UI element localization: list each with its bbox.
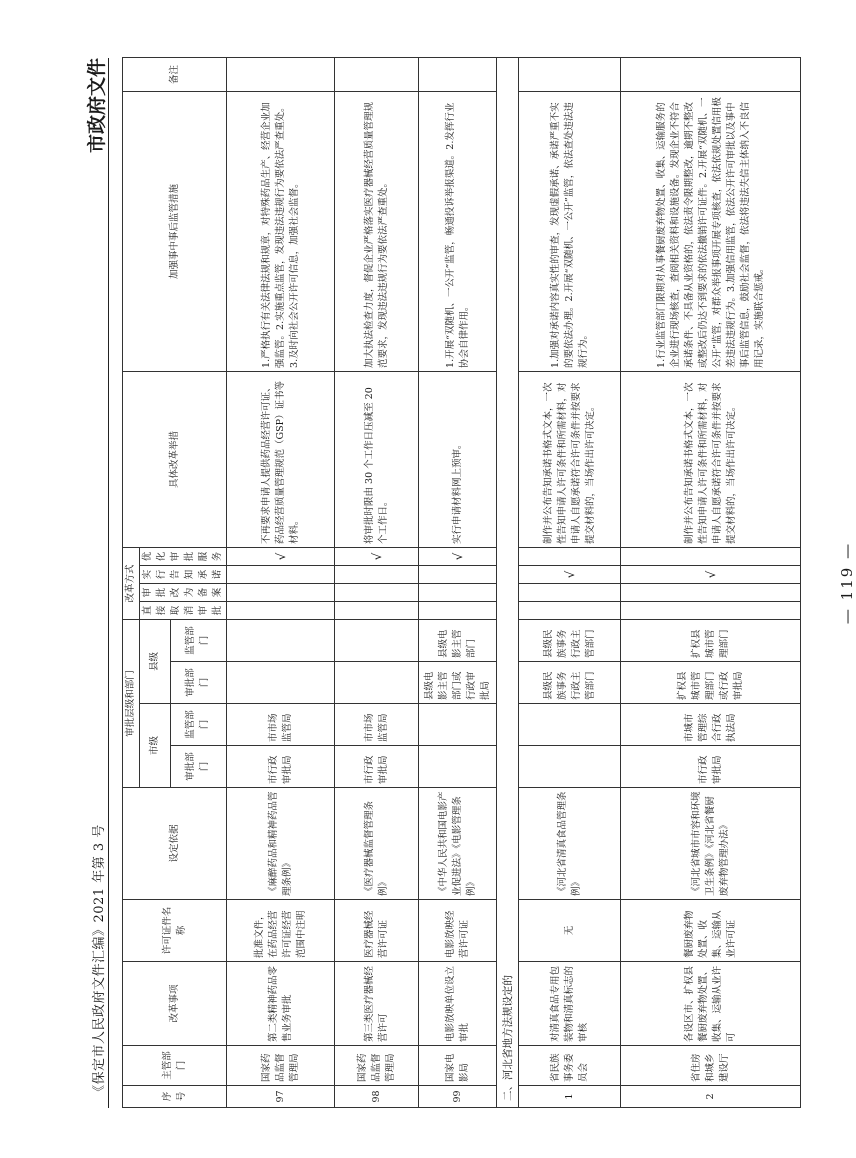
cell-remark [419, 57, 497, 91]
cell-dept: 国家电影局 [419, 1046, 497, 1086]
cell-county-supervise: 县级电影主管部门 [419, 619, 497, 661]
col-county-supervise: 监管部门 [170, 619, 226, 661]
cell-county-supervise: 扩权县城市管理部门 [621, 619, 801, 661]
cell-city-approve: 市行政审批局 [227, 746, 335, 788]
cell-post: 1.行业监管部门限期对从事餐厨废弃物处置、收集、运输服务的企业进行现场核查，查阅相关资料和设施设备。发现企业不符合承诺条件、不具备从业资格的，依法责令限期整改，逾期不整改或整改后仍达不到要求的依法撤销许可证件。2.开展“双随机、一公开”监管，对群众举报事项开展专项核查，依法依规处置信用极差违法违规行为。3.加强信用监管，依法公开许可审批以及事中事后监管信息，鼓励社会监督，依法将违法失信主体纳入不良信用记录，实施联合惩戒。 [621, 91, 801, 371]
publication-header: 《保定市人民政府文件汇编》2021 年第 3 号 [92, 824, 107, 1098]
cell-item: 各设区市、扩权县餐厨废弃物处置、收集、运输从业许可 [621, 962, 801, 1046]
cell-city-approve [519, 746, 621, 788]
cell-mode-promise [335, 565, 419, 583]
col-mode: 改革方式 [123, 547, 140, 619]
cell-seq: 97 [227, 1086, 335, 1108]
rotated-content [86, 58, 856, 1108]
table-row [419, 57, 497, 1107]
page-number: — 119 — [838, 541, 856, 625]
col-city: 市级 [140, 704, 171, 788]
col-post: 加强事中事后监管措施 [123, 91, 227, 371]
cell-item: 电影放映单位设立审批 [419, 962, 497, 1046]
cell-city-supervise: 市市场监管局 [227, 704, 335, 746]
document-title: 市政府文件 [86, 58, 108, 154]
col-dept: 主管部门 [123, 1046, 227, 1086]
cell-city-approve: 市行政审批局 [621, 746, 801, 788]
cell-permit: 批准文件，在药品经营许可证经营范围中注明 [227, 900, 335, 962]
cell-post: 加大执法检查力度，督促企业严格落实医疗器械经营质量管理规范要求，发现违法违规行为要依法严查重处。 [335, 91, 419, 371]
cell-county-approve: 扩权县城市管理部门或行政审批局 [621, 662, 801, 704]
cell-city-approve: 市行政审批局 [335, 746, 419, 788]
col-seq: 序号 [123, 1086, 227, 1108]
reform-table [122, 57, 801, 1108]
cell-item: 第三类医疗器械经营许可 [335, 962, 419, 1046]
col-mode-optimize: 优化审批服务 [140, 547, 227, 565]
cell-basis: 《河北省城市市容和环境卫生条例》《河北省餐厨废弃物管理办法》 [621, 788, 801, 900]
cell-remark [335, 57, 419, 91]
cell-mode-optimize-tick: √ [419, 547, 497, 565]
cell-mode-promise [419, 565, 497, 583]
col-item: 改革事项 [123, 962, 227, 1046]
cell-county-approve: 县级电影主管部门或行政审批局 [419, 662, 497, 704]
cell-seq: 1 [519, 1086, 621, 1108]
cell-mode-filing [519, 583, 621, 601]
table-row [621, 57, 801, 1107]
cell-seq: 98 [335, 1086, 419, 1108]
cell-measures: 制作并公布告知承诺书格式文本，一次性告知申请人许可条件和所需材料，对申请人自愿承诺符合许可条件并按要求提交材料的，当场作出许可决定。 [519, 371, 621, 547]
cell-mode-promise-tick: √ [519, 565, 621, 583]
section-title: 二、河北省地方法规设定的 [497, 57, 519, 1107]
col-mode-filing: 审批改为备案 [140, 583, 227, 601]
cell-mode-cancel [227, 601, 335, 619]
cell-permit: 电影放映经营许可证 [419, 900, 497, 962]
cell-city-supervise: 市城市管理综合行政执法局 [621, 704, 801, 746]
cell-post: 1.开展“双随机、一公开”监管，畅通投诉举报渠道。2.发挥行业协会自律作用。 [419, 91, 497, 371]
section-row [497, 57, 519, 1107]
cell-county-approve [227, 662, 335, 704]
cell-mode-optimize [621, 547, 801, 565]
cell-mode-cancel [419, 601, 497, 619]
col-county-approve: 审批部门 [170, 662, 226, 704]
cell-county-approve: 县级民族事务行政主管部门 [519, 662, 621, 704]
cell-dept: 省住房和城乡建设厅 [621, 1046, 801, 1086]
table-row [335, 57, 419, 1107]
cell-remark [621, 57, 801, 91]
cell-dept: 省民族事务委员会 [519, 1046, 621, 1086]
cell-city-supervise [519, 704, 621, 746]
col-city-supervise: 监管部门 [170, 704, 226, 746]
cell-mode-cancel [335, 601, 419, 619]
cell-mode-filing [419, 583, 497, 601]
cell-city-supervise: 市市场监管局 [335, 704, 419, 746]
cell-mode-optimize [519, 547, 621, 565]
cell-permit: 医疗器械经营许可证 [335, 900, 419, 962]
cell-city-approve [419, 746, 497, 788]
cell-seq: 2 [621, 1086, 801, 1108]
col-levels: 审批层级和部门 [123, 619, 140, 787]
col-mode-promise: 实行告知承诺 [140, 565, 227, 583]
cell-county-approve [335, 662, 419, 704]
table-row [519, 57, 621, 1107]
cell-post: 1.严格执行有关法律法规和规章，对特殊药品生产、经营企业加强监管。2.实施重点监管，发现违法违规行为要依法严查重处。3.及时向社会公开许可信息，加强社会监督。 [227, 91, 335, 371]
cell-seq: 99 [419, 1086, 497, 1108]
cell-mode-filing [335, 583, 419, 601]
cell-item: 第二类精神药品零售业务审批 [227, 962, 335, 1046]
cell-post: 1.加强对承诺内容真实性的审查，发现虚假承诺、承诺严重不实的要依法办理。2.开展“双随机、一公开”监管，依法查处违法违规行为。 [519, 91, 621, 371]
col-basis: 设定依据 [123, 788, 227, 900]
cell-measures: 制作并公布告知承诺书格式文本，一次性告知申请人许可条件和所需材料，对申请人自愿承诺符合许可条件并按要求提交材料的，当场作出许可决定。 [621, 371, 801, 547]
cell-measures: 不再要求申请人提供药品经营许可证、药品经营质量管理规范（GSP）证书等材料。 [227, 371, 335, 547]
cell-dept: 国家药品监督管理局 [335, 1046, 419, 1086]
cell-basis: 《河北省清真食品管理条例》 [519, 788, 621, 900]
cell-mode-cancel [621, 601, 801, 619]
cell-mode-promise [227, 565, 335, 583]
cell-permit: 餐厨废弃物处置、收集、运输从业许可证 [621, 900, 801, 962]
table-row [227, 57, 335, 1107]
col-measures: 具体改革举措 [123, 371, 227, 547]
cell-county-supervise [227, 619, 335, 661]
header-row-1 [123, 57, 140, 1107]
cell-measures: 将审批时限由 30 个工作日压减至 20 个工作日。 [335, 371, 419, 547]
cell-permit: 无 [519, 900, 621, 962]
col-mode-cancel: 直接取消审批 [140, 601, 227, 619]
cell-measures: 实行申请材料网上预审。 [419, 371, 497, 547]
cell-mode-optimize-tick: √ [335, 547, 419, 565]
cell-mode-optimize-tick: √ [227, 547, 335, 565]
cell-mode-cancel [519, 601, 621, 619]
cell-remark [227, 57, 335, 91]
cell-remark [519, 57, 621, 91]
header-rule [108, 58, 109, 1108]
cell-basis: 《中华人民共和国电影产业促进法》《电影管理条例》 [419, 788, 497, 900]
col-remark: 备注 [123, 57, 227, 91]
col-city-approve: 审批部门 [170, 746, 226, 788]
cell-county-supervise: 县级民族事务行政主管部门 [519, 619, 621, 661]
cell-basis: 《医疗器械监督管理条例》 [335, 788, 419, 900]
cell-dept: 国家药品监督管理局 [227, 1046, 335, 1086]
cell-mode-filing [621, 583, 801, 601]
cell-county-supervise [335, 619, 419, 661]
col-county: 县级 [140, 619, 171, 703]
cell-mode-filing [227, 583, 335, 601]
cell-city-supervise [419, 704, 497, 746]
cell-item: 对清真食品专用包装物和清真标志的审核 [519, 962, 621, 1046]
cell-mode-promise-tick: √ [621, 565, 801, 583]
col-permit: 许可证件名称 [123, 900, 227, 962]
cell-basis: 《麻醉药品和精神药品管理条例》 [227, 788, 335, 900]
